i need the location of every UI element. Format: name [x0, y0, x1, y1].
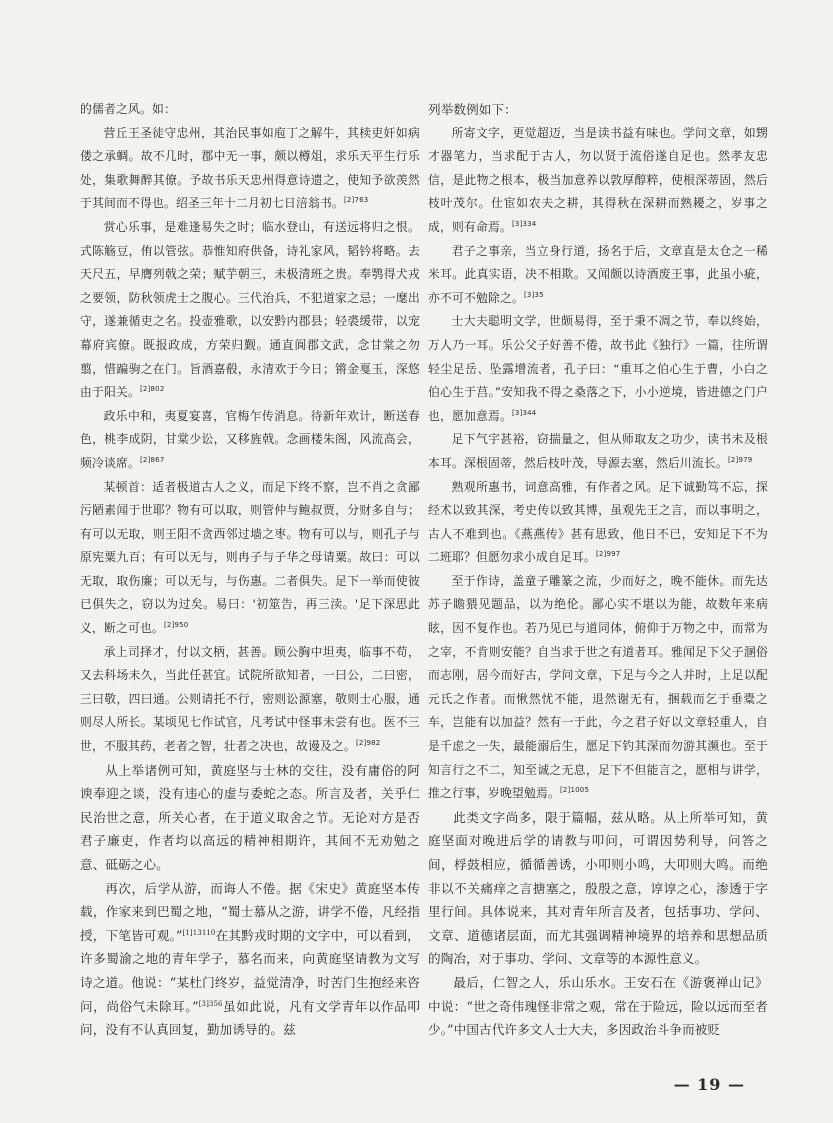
body-text: 虽如此说，凡有文学青年以作品叩问，没有不认真回复，勤加诱导的。兹 [80, 998, 421, 1038]
citation-note: [2]1005 [559, 786, 590, 795]
quote-block [428, 476, 768, 570]
quote-block [80, 216, 420, 405]
body-paragraph: 列举数例如下： [428, 102, 517, 117]
quote-text: 所寄文字，更觉超迈，当是读书益有味也。学问文章，如甥才器笔力，当求配于古人，勿以贤于流俗遂自足也。然孝友忠信，是此物之根本，极当加意养以敦厚醇粹，使根深蒂固，然后枝叶茂尔。仕宦如农夫之耕，其得秋在深耕而熟耰之，岁事之成，则有命焉。 [428, 125, 768, 234]
citation-note: [3]344 [511, 408, 537, 417]
citation-note: [2]763 [343, 196, 369, 205]
quote-text: 政乐中和，夷夏宴喜，官梅乍传消息。待新年欢计，断送春色，桃李成阴，甘棠少讼，又移旌戟。念画楼朱阁，风流高会，频冷谈席。 [80, 408, 420, 470]
paragraph: 的儒者之风。如： [80, 102, 176, 116]
quote-block [80, 405, 420, 476]
quote-text: 士大夫聪明文学，世颇易得，至于秉不凋之节，奉以终始，万人乃一耳。乐公父子好善不倦，故书此《独行》一篇，往所谓轻尘足岳、坠露增流者，孔子曰：“重耳之伯心生于曹，小白之伯心生于莒。”安知我不得之桑落之下，小小逆境，皆进德之门户也，愿加意焉。 [428, 314, 768, 423]
quote-text: 君子之事亲，当立身行道，扬名于后，文章直是太仓之一稀米耳。此真实语，决不相欺。又闻颇以诗酒废王事，此虽小疵，亦不可不勉除之。 [428, 243, 768, 305]
quote-block [80, 641, 420, 759]
body-paragraph [80, 877, 420, 1042]
body-paragraph: 最后，仁智之人，乐山乐水。王安石在《游褒禅山记》中说：“世之奇伟瑰怪非常之观，常在于险远，险以远而至者少。”中国古代许多文人士大夫，多因政治斗争而被贬 [428, 974, 768, 1038]
quote-block [428, 310, 768, 428]
citation-note: [3]334 [511, 220, 537, 229]
left-column [80, 98, 420, 1042]
quote-text: 赏心乐事，是难逢易失之时；临水登山，有送远将归之恨。式陈觞豆，侑以管弦。恭惟知府供备，诗礼家风，韬钤将略。去天尺五，早膺列戟之荣；赋芋朝三，未极清班之贵。奉鹗得犬戎之要领，防秋领虎士之腹心。三代治兵，不犯道家之忌；一麾出守，遂兼循吏之名。投壶雅歌，以安黔内郡县；轻裘缓带，以宠幕府宾僚。既报政成，方荣归觐。通直阆郡文武，念甘棠之勿翦，惜蹁驹之在门。旨酒嘉殽，永清欢于今日；锵金戛玉，深悠由于阳关。 [80, 219, 420, 400]
quote-text: 足下气宇甚裕，窃揣量之，但从师取友之功少，读书未及根本耳。深根固蒂，然后枝叶茂，导源去塞，然后川流长。 [428, 432, 768, 470]
citation-note: [3]356 [198, 999, 223, 1008]
quote-text: 至于作诗，盖童子雕篆之流，少而好之，晚不能休。而先达苏子瞻猥见题品，以为绝伦。鄙心实不堪以为能，故数年来病眩，因不复作也。若乃见已与道同体，俯仰于万物之中，而常为之宰，不肯则安能？自当求于世之有道者耳。雅闻足下父子溷俗而志刚，居今而好古，学问文章，下足与今之人并时，上足以配元氏之作者。而愀然忧不能，退然谢无有，捆载而乞于垂橐之车，岂能有以加益？然有一于此，今之君子好以文章轻重人，自是千虑之一失，最能溺后生，愿足下钓其深而勿游其濒也。至于知言行之不二，知至诚之无息，足下不但能言之，愿相与讲学，推之行事，岁晚望勉焉。 [428, 573, 768, 801]
page-number: — 19 — [673, 1075, 745, 1094]
citation-note: [2]867 [140, 455, 165, 464]
quote-block [428, 428, 768, 475]
body-paragraph: 从上举诸例可知，黄庭坚与士林的交往，没有庸俗的阿谀奉迎之谈，没有违心的虚与委蛇之态。所言及者，关乎仁民治世之意，所关心者，在于道义取舍之节。无论对方是否君子廉吏，作者均以高远的精神相期许，其间不无劝勉之意、砥砺之心。 [80, 762, 420, 872]
quote-block [428, 240, 768, 311]
body-text: 在其黔戎时期的文字中，可以看到，许多蜀渝之地的青年学子，慕名而来，向黄庭坚请教为文写诗之道。他说：“某杜门终岁，益觉清净，时苦门生抱经来咨问，尚俗气未除耳。” [80, 927, 420, 1014]
citation-note: [2]950 [163, 621, 189, 630]
quote-block [80, 122, 420, 216]
quote-block [428, 122, 768, 240]
quote-text: 营丘王圣徒守忠州，其治民事如庖丁之解牛，其椟吏奸如病偻之承蜩。故不几时，郡中无一事，颇以樽俎，求乐天平生行乐处，集歌舞醉其僚。予故书乐天忠州得意诗遗之，使知予欲羡然于其间而不得也。绍圣三年十二月初七日涪翁书。 [80, 125, 420, 211]
citation-note: [1]13110 [182, 928, 216, 937]
citation-note: [2]997 [595, 550, 621, 559]
quote-text: 某顿首：适者极道古人之义，而足下终不察，岂不肖之贪鄙污陋素闻于世耶？物有可以取，则管仲与鲍叔贾，分财多自与；有可以无取，则王阳不贪西邻过墙之枣。物有可以与，则孔子与原宪粟九百；有可以无与，则冉子与子华之母请粟。故曰：可以无取，取伤廉；可以无与，与伤惠。二者俱失。足下一举而使彼已俱失之，窃以为过矣。易曰：'初筮告，再三渎。'足下深思此义，断之可也。 [80, 479, 420, 636]
quote-block [428, 570, 768, 806]
citation-note: [3]35 [523, 290, 544, 299]
body-text: 再次，后学从游，而诲人不倦。据《宋史》黄庭坚本传载，作家来到巴蜀之地，“蜀士慕从之游，讲学不倦，凡经指授，下笔皆可观。” [80, 880, 420, 943]
quote-text: 熟观所惠书，词意高雅，有作者之风。足下诚勤笃不忘，探经术以致其深，考史传以致其博，虽观先王之言，而以事明之，古人不难到也。《燕燕传》甚有思致，他日不已，安知足下不为二班耶？但愿勿求小成自足耳。 [428, 479, 768, 565]
body-paragraph: 此类文字尚多，限于篇幅，兹从略。从上所举可知，黄庭坚面对晚进后学的请教与叩问，可谓因势利导，问答之间，桴鼓相应，循循善诱，小叩则小鸣，大叩则大鸣。而绝非以不关痛痒之言搪塞之，殷殷之意，谆谆之心，渗透于字里行间。具体说来，其对青年所言及者，包括事功、学问、文章、道德诸层面，而尤其强调精神境界的培养和思想品质的陶冶，对于事功、学问、文章等的本源性意义。 [428, 809, 768, 967]
citation-note: [2]979 [727, 455, 753, 464]
citation-note: [2]802 [140, 385, 165, 394]
right-column [428, 98, 768, 1042]
quote-text: 承上司择才，付以文柄，甚善。顾公胸中坦夷，临事不苟，又去科场未久，当此任甚宜。试院所欲知者，一曰公，二曰密，三曰敬，四曰通。公则请托不行，密则讼源塞，敬则士心服，通则尽人所长。某顷见七作试官，凡考试中怪事未尝有也。医不三世，不服其药，老者之智，壮者之决也，故谩及之。 [80, 644, 420, 754]
quote-block [80, 476, 420, 641]
citation-note: [2]982 [355, 739, 381, 748]
